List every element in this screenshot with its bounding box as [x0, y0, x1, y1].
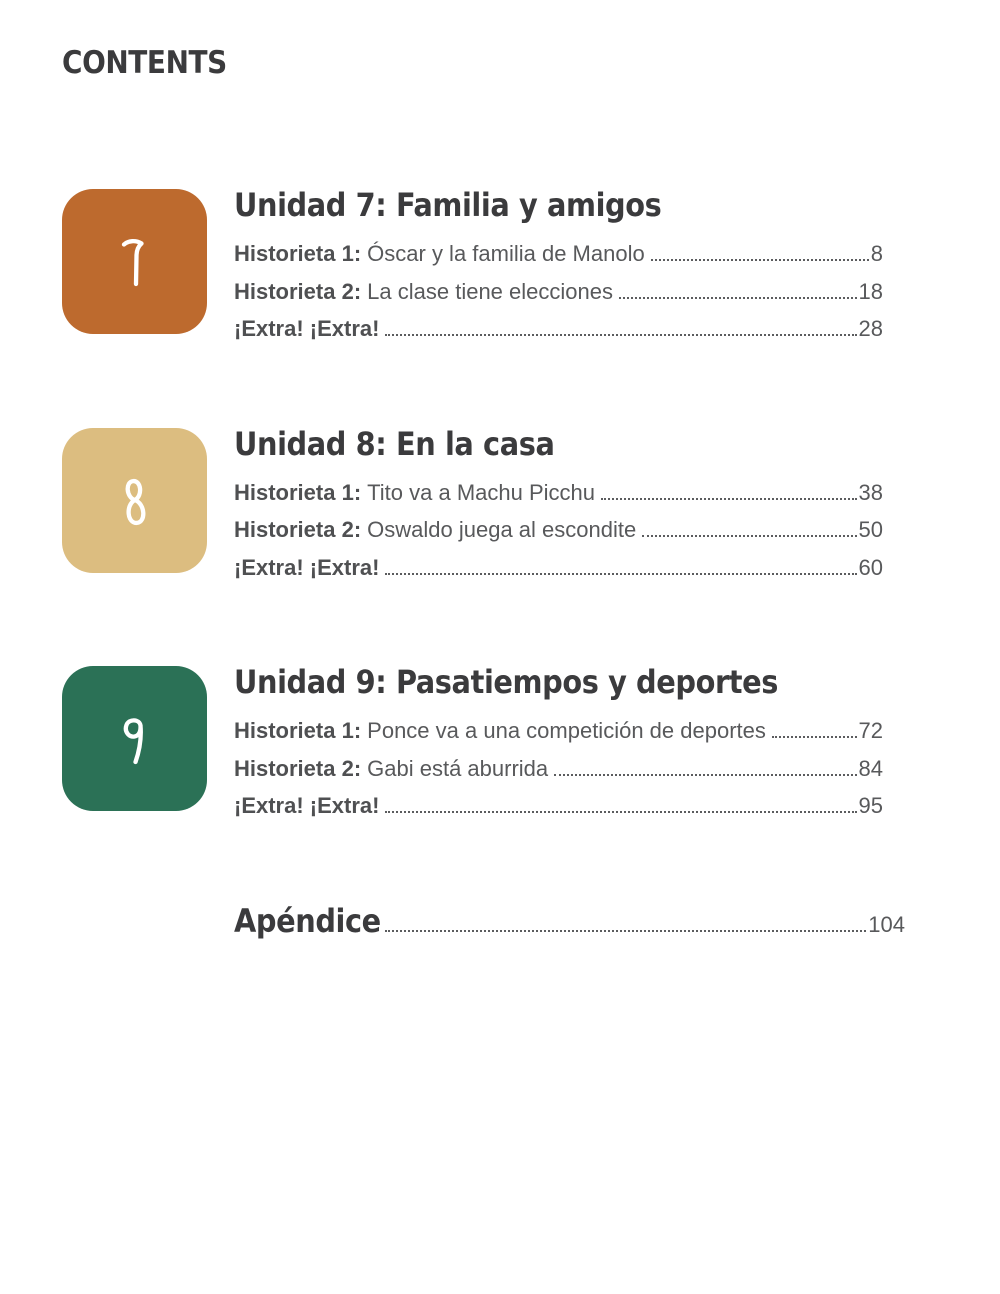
entry-label: Historieta 1: Ponce va a una competición de deportes [234, 718, 766, 743]
dot-leader [385, 811, 856, 813]
toc-entry [234, 712, 883, 750]
unit-9-title: Unidad 9: Pasatiempos y deportes [234, 663, 779, 701]
handwritten-9-icon [115, 713, 155, 769]
page-number: 18 [858, 278, 883, 304]
dot-leader [651, 259, 869, 261]
entry-label: Historieta 2: La clase tiene elecciones [234, 278, 613, 304]
entry-label: Historieta 1: Tito va a Machu Picchu [234, 479, 595, 505]
dot-leader [385, 930, 866, 932]
entry-label: ¡Extra! ¡Extra! [234, 316, 380, 341]
toc-entry [234, 750, 883, 788]
dot-leader [601, 498, 857, 500]
dot-leader [385, 573, 856, 575]
appendix-title: Apéndice [234, 901, 381, 940]
unit-9-content [234, 663, 883, 825]
unit-8-title: Unidad 8: En la casa [234, 424, 555, 463]
page-number: 84 [858, 755, 883, 781]
entry-label: Historieta 2: Oswaldo juega al escondite [234, 517, 637, 542]
entry-label: ¡Extra! ¡Extra! [234, 793, 380, 818]
appendix-entry [234, 901, 905, 940]
handwritten-8-icon [115, 474, 155, 530]
page-title: CONTENTS [62, 45, 227, 81]
dot-leader [642, 535, 856, 537]
page-number: 38 [858, 479, 883, 505]
dot-leader [554, 774, 856, 776]
toc-entry [234, 310, 883, 348]
page-number: 50 [858, 517, 883, 542]
unit-8-content [234, 424, 883, 587]
toc-entry [234, 474, 883, 512]
entry-label: Historieta 1: Óscar y la familia de Manolo [234, 241, 645, 266]
toc-entry [234, 787, 883, 825]
page-number: 28 [858, 316, 883, 341]
unit-block-7 [62, 186, 883, 348]
unit-7-title: Unidad 7: Familia y amigos [234, 186, 662, 224]
unit-7-content [234, 186, 883, 348]
handwritten-7-icon [115, 236, 155, 292]
toc-entry [234, 511, 883, 549]
unit-7-badge [62, 189, 207, 334]
dot-leader [385, 334, 856, 336]
dot-leader [772, 736, 857, 738]
page-number: 104 [868, 911, 905, 937]
dot-leader [619, 297, 857, 299]
entry-label: Historieta 2: Gabi está aburrida [234, 755, 549, 781]
page-number: 72 [858, 718, 883, 743]
toc-entry [234, 549, 883, 587]
unit-9-badge [62, 666, 207, 811]
page-number: 60 [858, 554, 883, 580]
toc-entry [234, 273, 883, 311]
unit-block-9 [62, 663, 883, 825]
page-number: 95 [858, 793, 883, 818]
unit-block-8 [62, 424, 883, 587]
unit-8-badge [62, 428, 207, 573]
entry-label: ¡Extra! ¡Extra! [234, 554, 380, 580]
toc-entry [234, 235, 883, 273]
page-number: 8 [870, 241, 883, 266]
